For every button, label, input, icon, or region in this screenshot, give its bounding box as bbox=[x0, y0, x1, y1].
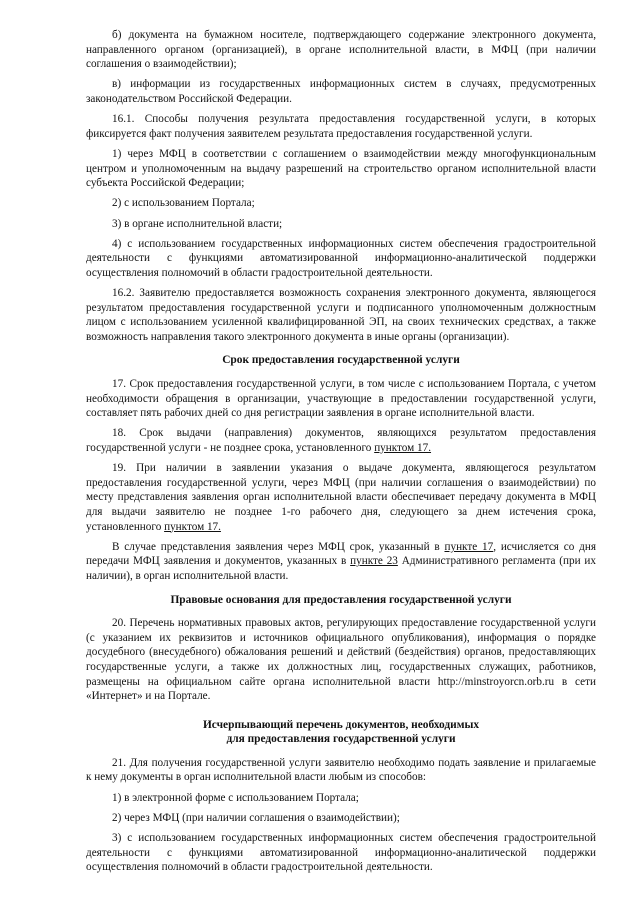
paragraph-16-1-item-2: 2) с использованием Портала; bbox=[112, 197, 255, 210]
paragraph-19-text: 19. При наличии в заявлении указания о выдаче документа, являющегося результатом предоставления государственной услуги, через МФЦ (при наличии соглашения о взаимодействии) по месту представления заявления орган исполнительной власти обеспечивает передачу документа в МФЦ для выдачи заявителю не позднее 1-го рабочего дня, следующего за днем истечения срока, установленного bbox=[86, 462, 596, 533]
paragraph-18-text: 18. Срок выдачи (направления) документов, являющихся результатом предоставления государственной услуги - не позднее срока, установленного bbox=[86, 427, 596, 454]
paragraph-mfc bbox=[86, 540, 596, 584]
heading-perechen-line-1: Исчерпывающий перечень документов, необходимых bbox=[202, 718, 480, 731]
paragraph-16-1: 16.1. Способы получения результата предоставления государственной услуги, в которых фиксируется факт получения заявителем результата предоставления государственной услуги. bbox=[86, 113, 596, 140]
paragraph-18 bbox=[86, 426, 596, 455]
paragraph-21-item-2: 2) через МФЦ (при наличии соглашения о взаимодействии); bbox=[112, 811, 400, 824]
paragraph-mfc-text-c: Административного регламента (при их наличии), в орган исполнительной власти. bbox=[86, 555, 596, 582]
paragraph-16-1-item-4: 4) с использованием государственных информационных систем обеспечения градостроительной деятельности с функциями автоматизированной информационно-аналитической поддержки осуществления полномочий в области градостроительной деятельности. bbox=[86, 237, 596, 279]
paragraph-16-1-item-1: 1) через МФЦ в соответствии с соглашением о взаимодействии между многофункциональным центром и уполномоченным на выдачу разрешений на строительство органом исполнительной власти субъекта Российской Федерации; bbox=[86, 147, 596, 190]
heading-srok: Срок предоставления государственной услуги bbox=[222, 354, 460, 367]
paragraph-mfc-text-b: , исчисляется со дня передачи МФЦ заявления и документов, указанных в bbox=[86, 540, 596, 568]
heading-pravo: Правовые основания для предоставления государственной услуги bbox=[170, 593, 512, 606]
heading-perechen bbox=[86, 718, 596, 747]
paragraph-21: 21. Для получения государственной услуги заявителю необходимо подать заявление и прилагаемые к нему документы в орган исполнительной власти любым из способов: bbox=[86, 756, 596, 784]
paragraph-mfc-text-a: В случае представления заявления через МФЦ срок, указанный в bbox=[112, 540, 445, 553]
paragraph-b: б) документа на бумажном носителе, подтверждающего содержание электронного документа, направленного органом (организацией), в органе исполнительной власти, в МФЦ (при наличии соглашения о взаимодействии); bbox=[86, 29, 596, 71]
link-punkt-17[interactable]: пунктом 17. bbox=[374, 442, 432, 454]
paragraph-20: 20. Перечень нормативных правовых актов, регулирующих предоставление государственной услуги (с указанием их реквизитов и источников официального опубликования), информация о порядке досудебного (внесудебного) обжалования решений и действий (бездействия) органов, предоставляющих государственные услуги, а также их должностных лиц, государственных служащих, работников, размещены на официальном сайте органа исполнительной власти http://minstroyorcn.orb.ru в сети «Интернет» и на Портале. bbox=[86, 617, 596, 703]
paragraph-16-2: 16.2. Заявителю предоставляется возможность сохранения электронного документа, являющегося результатом предоставления государственной услуги и подписанного уполномоченным должностным лицом с использованием усиленной квалифицированной ЭП, на своих технических средствах, а также возможность направления такого электронного документа в иные органы (организации). bbox=[86, 287, 596, 343]
paragraph-17: 17. Срок предоставления государственной услуги, в том числе с использованием Портала, с учетом необходимости обращения в организации, участвующие в предоставлении государственной услуги, составляет пять рабочих дней со дня регистрации заявления в органе исполнительной власти. bbox=[86, 378, 596, 420]
paragraph-16-1-item-3: 3) в органе исполнительной власти; bbox=[112, 217, 283, 230]
paragraph-21-item-3: 3) с использованием государственных информационных систем обеспечения градостроительной деятельности с функциями автоматизированной информационно-аналитической поддержки осуществления полномочий в области градостроительной деятельности. bbox=[86, 832, 596, 874]
paragraph-v: в) информации из государственных информационных систем в случаях, предусмотренных законодательством Российской Федерации. bbox=[86, 78, 596, 105]
paragraph-21-item-1: 1) в электронной форме с использованием Портала; bbox=[112, 791, 359, 804]
paragraph-19 bbox=[86, 461, 596, 534]
heading-perechen-line-2: для предоставления государственной услуги bbox=[226, 733, 456, 746]
link-punkt-23[interactable]: пункте 23 bbox=[350, 555, 398, 568]
link-punkt-17[interactable]: пункте 17 bbox=[444, 540, 494, 553]
link-punkt-17[interactable]: пунктом 17. bbox=[164, 520, 221, 533]
